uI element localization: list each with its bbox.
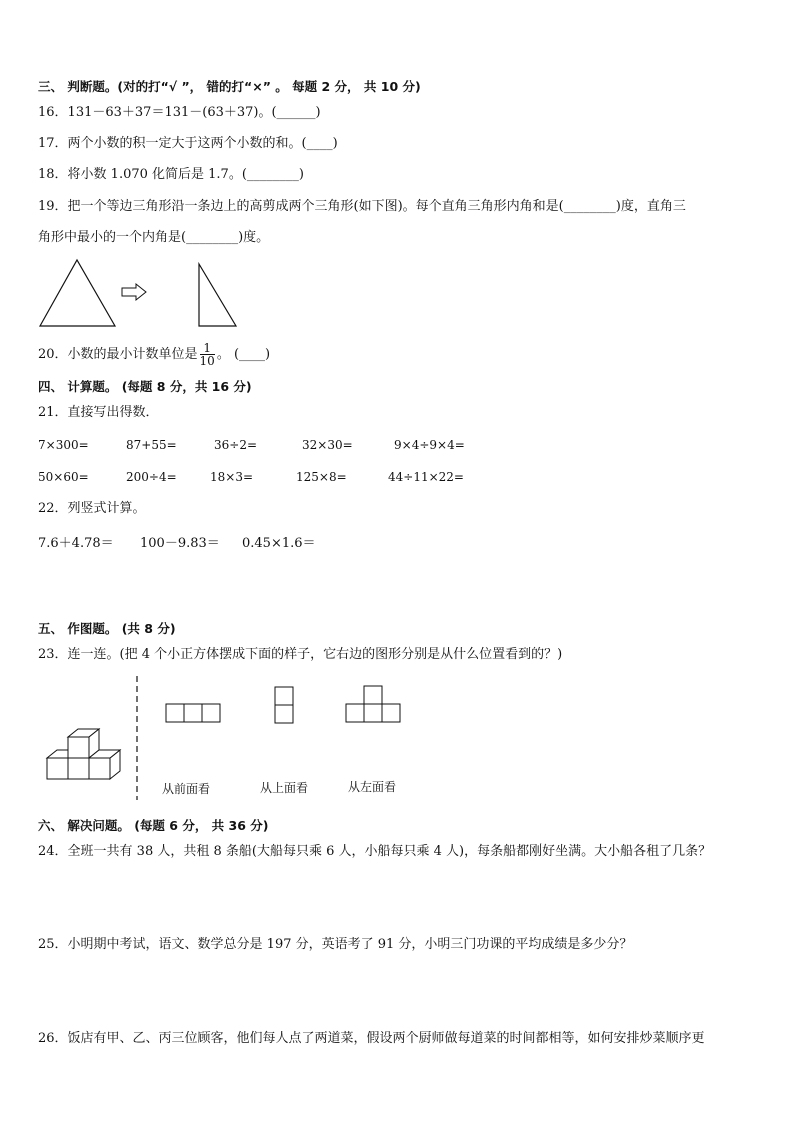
fraction-numerator: 1	[200, 342, 215, 355]
fraction-denominator: 10	[199, 354, 215, 368]
calc-item: 200÷4=	[126, 470, 177, 484]
label-front-view: 从前面看	[162, 782, 211, 796]
label-top-view: 从上面看	[260, 781, 309, 795]
calc-item: 44÷11×22=	[388, 470, 464, 484]
calc-item: 18×3=	[210, 470, 254, 484]
front-view-figure	[165, 703, 223, 725]
right-arrow-icon	[122, 284, 146, 300]
question-16: 16．131－63＋37＝131－(63＋37)。(______)	[38, 105, 321, 120]
question-25: 25．小明期中考试，语文、数学总分是 197 分，英语考了 91 分，小明三门功课的平均成绩是多少分？	[38, 937, 633, 952]
label-left-view: 从左面看	[348, 780, 397, 794]
dashed-divider	[134, 676, 140, 800]
question-18: 18．将小数 1.070 化简后是 1.7。(________)	[38, 167, 304, 182]
vertical-calc-item: 7.6＋4.78＝	[38, 536, 114, 551]
question-19-line2: 角形中最小的一个内角是(________)度。	[38, 230, 270, 245]
section-6-heading: 六、 解决问题。 (每题 6 分， 共 36 分)	[38, 818, 269, 833]
question-24: 24．全班一共有 38 人，共租 8 条船(大船每只乘 6 人，小船每只乘 4 人)，每条船都刚好坐满。大小船各租了几条？	[38, 844, 712, 859]
fraction-one-tenth	[200, 342, 215, 367]
section-3-heading: 三、 判断题。(对的打“√ ”， 错的打“×” 。 每题 2 分， 共 10 分)	[38, 79, 421, 94]
right-triangle	[199, 264, 236, 326]
equilateral-triangle	[40, 260, 115, 326]
section-4-heading: 四、 计算题。 (每题 8 分，共 16 分)	[38, 379, 252, 394]
calc-item: 87+55=	[126, 438, 177, 452]
left-view-figure	[345, 685, 405, 725]
top-view-figure	[274, 686, 296, 726]
question-20-blank: 。 (____)	[216, 347, 271, 362]
question-20	[38, 342, 270, 367]
question-26: 26．饭店有甲、乙、丙三位顾客，他们每人点了两道菜，假设两个厨师做每道菜的时间都相等，如何安排炒菜顺序更	[38, 1031, 705, 1046]
cube-stack-figure	[44, 720, 134, 782]
triangle-figure	[38, 258, 248, 330]
question-19-line1: 19．把一个等边三角形沿一条边上的高剪成两个三角形(如下图)。每个直角三角形内角和是(________)度，直角三	[38, 199, 686, 214]
calc-item: 36÷2=	[214, 438, 258, 452]
calc-item: 125×8=	[296, 470, 347, 484]
calc-item: 50×60=	[38, 470, 89, 484]
section-5-heading: 五、 作图题。 (共 8 分)	[38, 621, 176, 636]
calc-item: 9×4÷9×4=	[394, 438, 465, 452]
vertical-calc-item: 0.45×1.6＝	[242, 536, 316, 551]
question-22: 22．列竖式计算。	[38, 501, 146, 516]
question-20-text: 20．小数的最小计数单位是	[38, 347, 198, 362]
calc-item: 7×300=	[38, 438, 89, 452]
question-21: 21．直接写出得数．	[38, 405, 159, 420]
vertical-calc-item: 100－9.83＝	[140, 536, 220, 551]
calc-item: 32×30=	[302, 438, 353, 452]
question-17: 17．两个小数的积一定大于这两个小数的和。(____)	[38, 136, 338, 151]
question-23: 23．连一连。(把 4 个小正方体摆成下面的样子，它右边的图形分别是从什么位置看到的？)	[38, 647, 563, 662]
